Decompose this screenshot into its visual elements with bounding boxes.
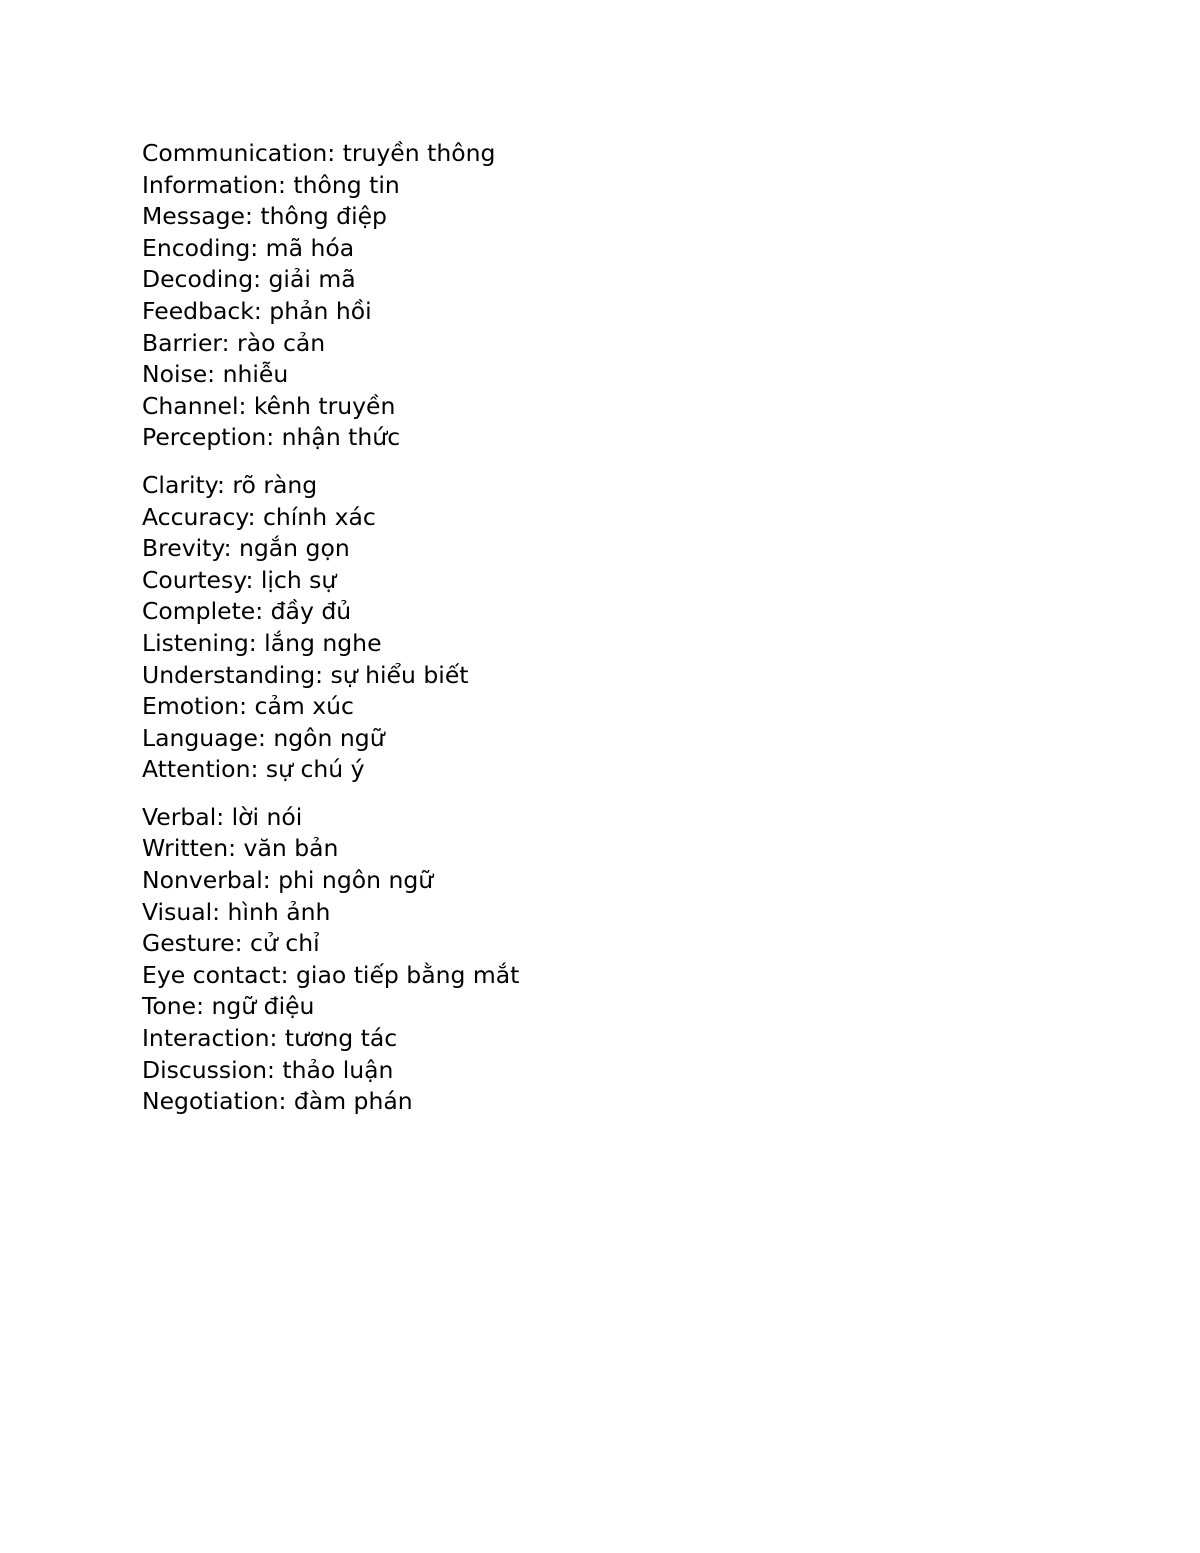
vocabulary-line: Courtesy: lịch sự: [142, 565, 337, 594]
vocabulary-line: Listening: lắng nghe: [142, 628, 382, 657]
vocabulary-line: Interaction: tương tác: [142, 1024, 398, 1053]
vocabulary-line: Written: văn bản: [142, 834, 339, 863]
vocabulary-line: Understanding: sự hiểu biết: [142, 660, 469, 689]
vocabulary-line: Information: thông tin: [142, 170, 400, 199]
vocabulary-line: Clarity: rõ ràng: [142, 470, 318, 499]
vocabulary-line: Decoding: giải mã: [142, 265, 356, 294]
vocabulary-line: Accuracy: chính xác: [142, 502, 376, 531]
vocabulary-line: Encoding: mã hóa: [142, 233, 355, 262]
vocabulary-line: Visual: hình ảnh: [142, 897, 331, 926]
vocabulary-line: Negotiation: đàm phán: [142, 1087, 413, 1116]
vocabulary-line: Discussion: thảo luận: [142, 1055, 394, 1084]
vocabulary-line: Noise: nhiễu: [142, 360, 289, 389]
vocabulary-line: Complete: đầy đủ: [142, 597, 352, 626]
vocabulary-line: Barrier: rào cản: [142, 328, 326, 357]
vocabulary-line: Language: ngôn ngữ: [142, 723, 385, 752]
vocabulary-line: Message: thông điệp: [142, 202, 387, 231]
vocabulary-line: Attention: sự chú ý: [142, 755, 365, 784]
vocabulary-line: Eye contact: giao tiếp bằng mắt: [142, 960, 520, 989]
vocabulary-line: Perception: nhận thức: [142, 423, 401, 452]
vocabulary-line: Communication: truyền thông: [142, 139, 496, 167]
vocabulary-line: Tone: ngữ điệu: [142, 992, 315, 1021]
vocabulary-group-3: [142, 802, 1042, 1118]
vocabulary-list: [142, 138, 1042, 1118]
vocabulary-line: Nonverbal: phi ngôn ngữ: [142, 866, 434, 895]
vocabulary-group-1: [142, 138, 1042, 454]
vocabulary-line: Brevity: ngắn gọn: [142, 534, 350, 563]
vocabulary-line: Emotion: cảm xúc: [142, 692, 354, 721]
vocabulary-group-2: [142, 470, 1042, 786]
vocabulary-line: Verbal: lời nói: [142, 802, 303, 831]
vocabulary-line: Channel: kênh truyền: [142, 391, 396, 420]
vocabulary-line: Gesture: cử chỉ: [142, 929, 320, 958]
vocabulary-line: Feedback: phản hồi: [142, 296, 372, 325]
